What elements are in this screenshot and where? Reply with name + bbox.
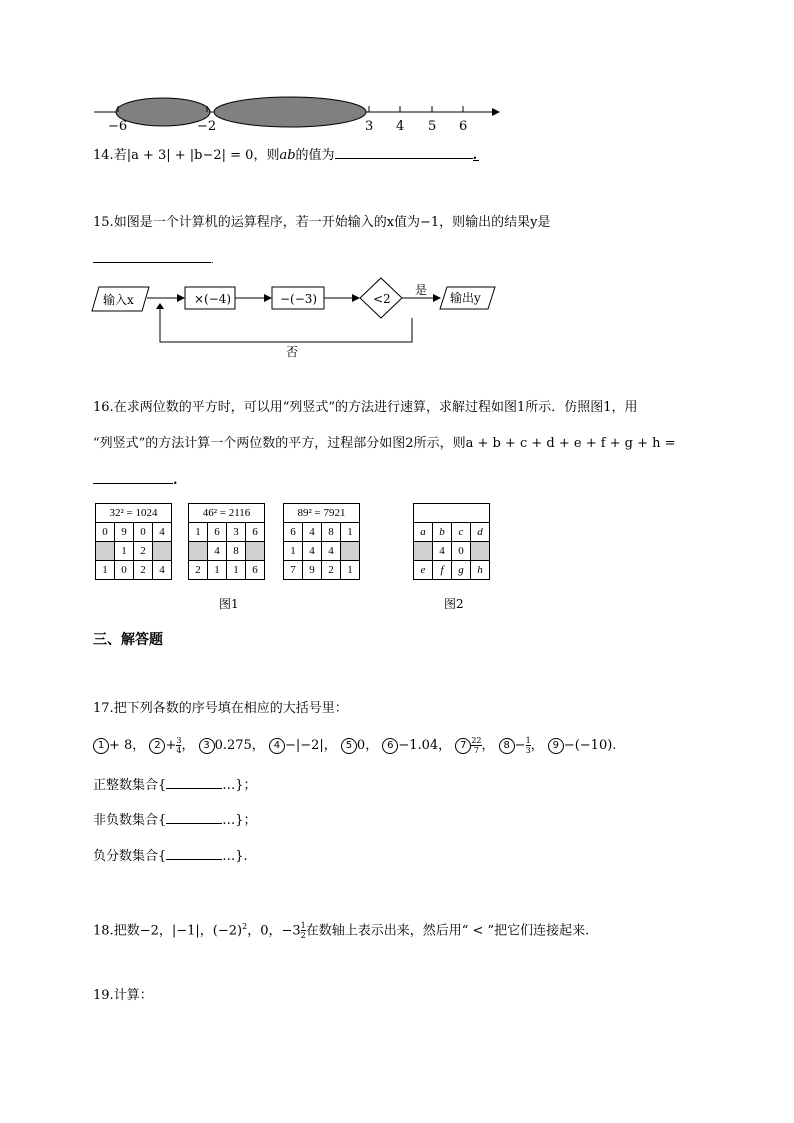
item-marker: 5: [341, 738, 357, 754]
item-marker: 9: [548, 738, 564, 754]
arrow-icon: [433, 294, 441, 302]
item-marker: 6: [382, 738, 398, 754]
question-number: 15.: [93, 215, 114, 230]
cell: 7: [284, 561, 303, 580]
answer-blank[interactable]: [166, 809, 222, 824]
answer-blank[interactable]: [166, 774, 222, 789]
question-18: [93, 917, 589, 941]
cell: 1: [115, 542, 134, 561]
cell: 8: [227, 542, 246, 561]
table-header: [414, 504, 490, 523]
figure-caption-1: 图1: [219, 597, 239, 611]
cell: 6: [246, 561, 265, 580]
cell: 2: [134, 542, 153, 561]
set-end: …}.: [222, 849, 248, 864]
cell: 2: [189, 561, 208, 580]
number-line-figure: [90, 92, 500, 137]
set-nonnegative: [93, 809, 257, 831]
question-16-answer: [93, 469, 178, 491]
cell: 1: [341, 561, 360, 580]
cell: g: [452, 561, 471, 580]
arrow-icon: [352, 294, 360, 302]
question-15: [93, 213, 551, 233]
set-negative-fractions: [93, 845, 248, 867]
item-value: +: [165, 738, 177, 753]
flow-no-label: 否: [286, 345, 299, 359]
tick-label: 4: [396, 119, 405, 134]
cell: [414, 542, 433, 561]
question-17-items: 1 + 8， 2 + $\frac{3}{4}$ ， 3 0.275， 4 −|−2|， 5 0， 6 −1.04， 7 $\frac{22}{7}$ ， 8 − $\frac{1}{3}$ ， 9 −(−10).: [93, 736, 616, 756]
cell: [189, 542, 208, 561]
square-table-fig2: [413, 503, 490, 580]
question-text: 在数轴上表示出来，然后用“ < ”把它们连接起来.: [305, 923, 590, 939]
cell: 0: [96, 523, 115, 542]
answer-blank[interactable]: [335, 144, 473, 159]
cell: 1: [208, 561, 227, 580]
cell: 4: [322, 542, 341, 561]
question-text: 在求两位数的平方时，可以用“列竖式”的方法进行速算，求解过程如图1所示．仿照图1，用: [113, 400, 638, 415]
item-value: −: [514, 738, 526, 753]
question-16-line1: [93, 398, 638, 418]
flowchart: [90, 276, 510, 366]
cell: 0: [452, 542, 471, 561]
item-marker: 4: [269, 738, 285, 754]
table-header: 32² = 1024: [96, 504, 172, 523]
question-number: 19.: [93, 988, 114, 1003]
cell: 4: [208, 542, 227, 561]
fraction: $\frac{3}{4}$: [176, 736, 182, 755]
set-label: 非负数集合{: [93, 813, 167, 828]
tick-label: −6: [108, 119, 128, 134]
section-heading: 三、解答题: [93, 632, 163, 648]
cell: 1: [341, 523, 360, 542]
item-marker: 3: [199, 738, 215, 754]
cell: 0: [134, 523, 153, 542]
table-header: 89² = 7921: [284, 504, 360, 523]
shaded-region-right: [214, 97, 366, 127]
item-marker: 7: [455, 738, 471, 754]
answer-end: .: [211, 256, 214, 265]
answer-blank[interactable]: [166, 845, 222, 860]
square-table-2: [188, 503, 265, 580]
cell: 9: [303, 561, 322, 580]
cell: 6: [284, 523, 303, 542]
tick-label: 5: [428, 119, 437, 134]
answer-end: .: [173, 473, 178, 488]
cell: h: [471, 561, 490, 580]
cell: 6: [208, 523, 227, 542]
cell: 4: [153, 561, 172, 580]
square-table-3: [283, 503, 360, 580]
fraction: $\frac{1}{2}$: [300, 921, 306, 941]
cell: 4: [153, 523, 172, 542]
arrow-up-icon: [156, 303, 164, 309]
question-text: 把数−2，|−1|，(−2): [113, 923, 243, 939]
item-value: + 8，: [109, 738, 146, 753]
cell: 1: [96, 561, 115, 580]
superscript: 2: [242, 922, 248, 931]
question-text: 计算：: [113, 988, 153, 1003]
cell: 1: [189, 523, 208, 542]
cell: [153, 542, 172, 561]
cell: b: [433, 523, 452, 542]
question-14: [93, 144, 479, 166]
question-number: 14.: [93, 148, 114, 163]
question-17: [93, 699, 348, 719]
question-text: ，0，−3: [247, 923, 301, 939]
cell: 8: [322, 523, 341, 542]
fraction: $\frac{1}{3}$: [525, 736, 531, 755]
question-19: [93, 986, 153, 1006]
flow-yes-label: 是: [415, 283, 428, 297]
set-label: 正整数集合{: [93, 778, 167, 793]
cell: 1: [227, 561, 246, 580]
question-text: “列竖式”的方法计算一个两位数的平方，过程部分如图2所示，则a + b + c + d + e + f + g + h =: [93, 436, 676, 451]
figure-caption-2: 图2: [444, 597, 464, 611]
cell: 3: [227, 523, 246, 542]
table-header: 46² = 2116: [189, 504, 265, 523]
square-table-1: [95, 503, 172, 580]
cell: 4: [433, 542, 452, 561]
item-marker: 1: [93, 738, 109, 754]
cell: 4: [303, 542, 322, 561]
flow-input-label: 输入x: [103, 293, 134, 307]
item-value: 0，: [356, 738, 379, 753]
cell: 2: [134, 561, 153, 580]
cell: f: [433, 561, 452, 580]
flow-cond-label: <2: [373, 292, 391, 306]
question-16-line2: [93, 434, 676, 454]
cell: d: [471, 523, 490, 542]
cell: 4: [303, 523, 322, 542]
shaded-region-left: [116, 98, 210, 126]
cell: 1: [284, 542, 303, 561]
question-var: ab: [279, 148, 296, 163]
item-marker: 8: [499, 738, 515, 754]
set-label: 负分数集合{: [93, 849, 167, 864]
tick-label: 3: [365, 119, 374, 134]
tick-label: 6: [459, 119, 468, 134]
flow-op1-label: ×(−4): [194, 292, 232, 306]
cell: c: [452, 523, 471, 542]
cell: e: [414, 561, 433, 580]
question-number: 17.: [93, 701, 114, 716]
cell: 2: [322, 561, 341, 580]
cell: [471, 542, 490, 561]
question-text: 如图是一个计算机的运算程序，若一开始输入的x值为−1，则输出的结果y是: [113, 215, 551, 230]
set-positive-integers: [93, 774, 257, 796]
question-number: 18.: [93, 923, 114, 939]
question-text: 把下列各数的序号填在相应的大括号里：: [113, 701, 348, 716]
set-end: …}；: [222, 813, 257, 828]
axis-arrow-icon: [492, 108, 500, 116]
question-number: 16.: [93, 400, 114, 415]
answer-blank[interactable]: [93, 469, 173, 484]
set-end: …}；: [222, 778, 257, 793]
flow-output-label: 输出y: [450, 291, 481, 305]
cell: 6: [246, 523, 265, 542]
cell: [246, 542, 265, 561]
tick-label: −2: [197, 119, 217, 134]
cell: a: [414, 523, 433, 542]
cell: 9: [115, 523, 134, 542]
item-value: −|−2|，: [284, 738, 337, 753]
item-marker: 2: [149, 738, 165, 754]
arrow-icon: [264, 294, 272, 302]
item-value: −(−10).: [563, 738, 617, 753]
question-15-answer: [93, 248, 214, 271]
item-value: −1.04，: [398, 738, 452, 753]
arrow-icon: [177, 294, 185, 302]
question-text: 的值为: [295, 148, 335, 163]
answer-blank[interactable]: [93, 248, 211, 263]
question-text: 若|a + 3| + |b−2| = 0，则: [113, 148, 280, 163]
cell: [96, 542, 115, 561]
cell: [341, 542, 360, 561]
answer-end: .: [472, 148, 478, 163]
cell: 0: [115, 561, 134, 580]
fraction: $\frac{22}{7}$: [471, 736, 482, 755]
item-value: 0.275，: [214, 738, 265, 753]
flow-op2-label: −(−3): [280, 292, 318, 306]
